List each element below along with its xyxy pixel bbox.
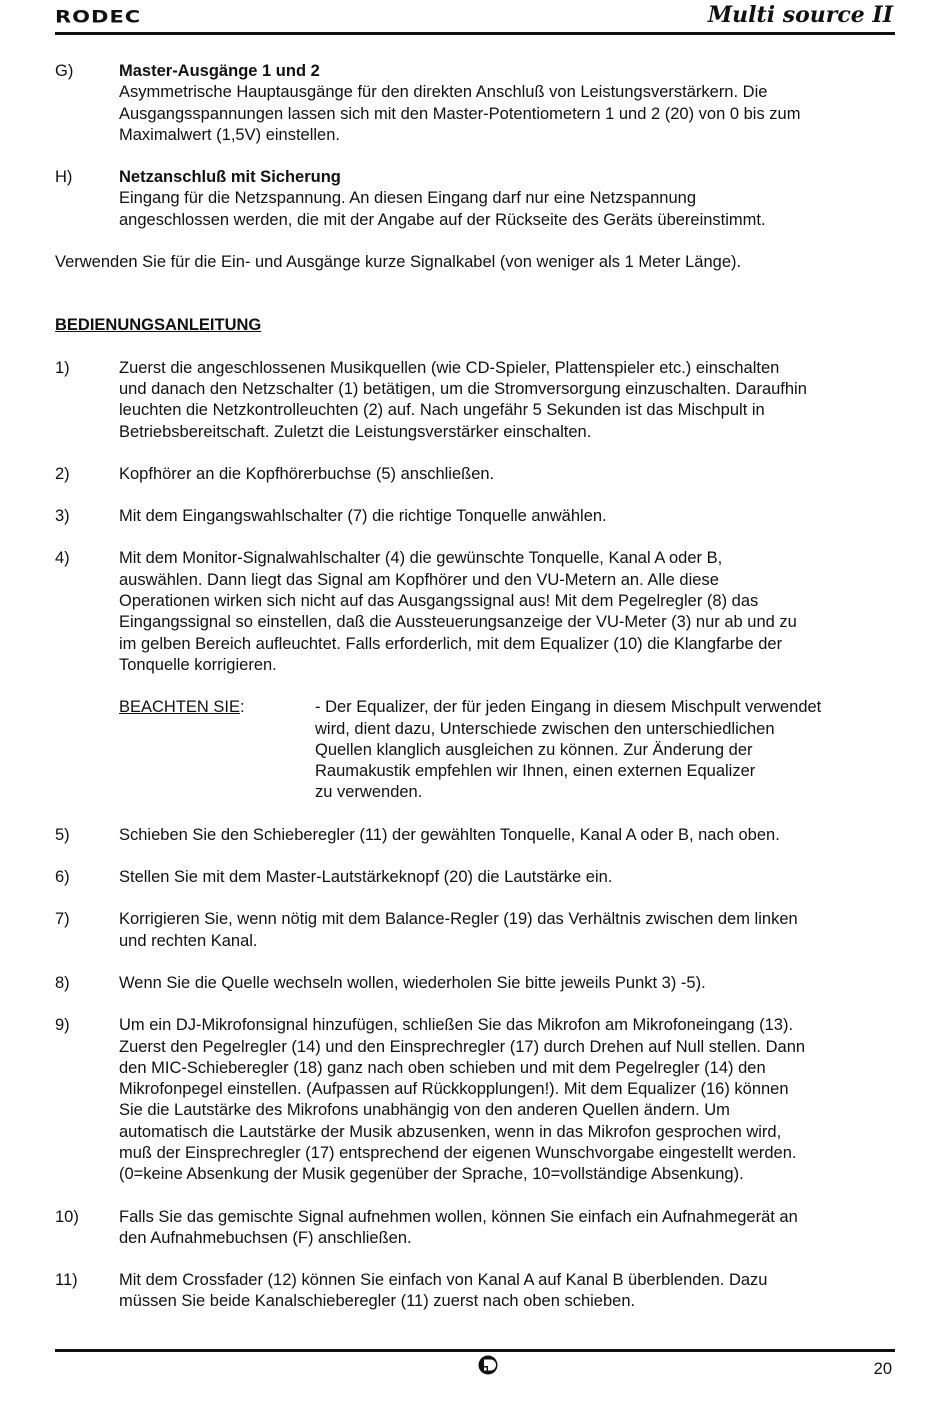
step-number: 4) [55,549,70,568]
page-content [55,61,895,1313]
text-line: auswählen. Dann liegt das Signal am Kopfhörer und den VU-Metern an. Alle diese [119,570,719,589]
model-name: Multi source II [707,2,893,28]
step-3 [55,506,895,527]
text-line: zu verwenden. [315,783,423,802]
section-heading: BEDIENUNGSANLEITUNG [55,316,262,335]
step-5 [55,825,895,846]
text-line: Asymmetrische Hauptausgänge für den direkten Anschluß von Leistungsverstärkern. Die [119,83,768,102]
text-line: automatisch die Lautstärke der Musik abzusenken, wenn in das Mikrofon gesprochen wird, [119,1122,782,1141]
text-line: Raumakustik empfehlen wir Ihnen, einen externen Equalizer [315,762,756,781]
text-line: Schieben Sie den Schieberegler (11) der gewählten Tonquelle, Kanal A oder B, nach oben. [119,825,780,844]
text-line: wird, dient dazu, Unterschiede zwischen den unterschiedlichen [315,719,775,738]
text-line: Korrigieren Sie, wenn nötig mit dem Balance-Regler (19) das Verhältnis zwischen dem linken [119,910,798,929]
brand-logo: RODEC [55,7,142,27]
text-line: Mit dem Crossfader (12) können Sie einfach von Kanal A auf Kanal B überblenden. Dazu [119,1271,768,1290]
text-line: Falls Sie das gemischte Signal aufnehmen wollen, können Sie einfach ein Aufnahmegerät an [119,1207,798,1226]
text-line: leuchten die Netzkontrolleuchten (2) auf. Nach ungefähr 5 Sekunden ist das Mischpult in [119,401,765,420]
text-line: Zuerst den Pegelregler (14) und den Einsprechregler (17) durch Drehen auf Null stellen. Dann [119,1037,806,1056]
text-line: Mit dem Monitor-Signalwahlschalter (4) die gewünschte Tonquelle, Kanal A oder B, [119,549,723,568]
page-number: 20 [873,1360,892,1378]
text-line: müssen Sie beide Kanalschieberegler (11) zuerst nach oben schieben. [119,1292,636,1311]
section-g [55,61,895,146]
text-line: Operationen wirken sich nicht auf das Ausgangssignal aus! Mit dem Pegelregler (8) das [119,592,759,611]
text-line: den MIC-Schieberegler (18) ganz nach oben schieben und mit dem Pegelregler (14) den [119,1058,766,1077]
text-line: Kopfhörer an die Kopfhörerbuchse (5) anschließen. [119,464,495,483]
step-2 [55,464,895,485]
step-number: 10) [55,1207,79,1226]
text-line: Tonquelle korrigieren. [119,655,277,674]
footer-divider [55,1349,895,1352]
text-line: Betriebsbereitschaft. Zuletzt die Leistungsverstärker einschalten. [119,422,592,441]
note-label: BEACHTEN SIE [119,698,241,717]
step-number: 5) [55,825,70,844]
step-number: 2) [55,464,70,483]
page-header [55,2,895,35]
step-number: 3) [55,507,70,526]
text-line: Eingangssignal so einstellen, daß die Aussteuerungsanzeige der VU-Meter (3) nur ab und zu [119,613,797,632]
text-line: muß der Einsprechregler (17) entsprechend der eigenen Wunschvorgabe eingestellt werden. [119,1143,797,1162]
text-line: den Aufnahmebuchsen (F) anschließen. [119,1228,412,1247]
cable-note: Verwenden Sie für die Ein- und Ausgänge kurze Signalkabel (von weniger als 1 Meter Länge). [55,253,742,272]
section-number: G) [55,62,74,80]
step-1 [55,358,895,443]
step-number: 1) [55,358,70,377]
text-line: und rechten Kanal. [119,931,258,950]
text-line: angeschlossen werden, die mit der Angabe auf der Rückseite des Geräts übereinstimmt. [119,210,766,229]
text-line: Maximalwert (1,5V) einstellen. [119,125,340,144]
step-number: 9) [55,1016,70,1035]
text-line: Zuerst die angeschlossenen Musikquellen (wie CD-Spieler, Plattenspieler etc.) einschalten [119,358,780,377]
step-11 [55,1270,895,1313]
text-line: - Der Equalizer, der für jeden Eingang in diesem Mischpult verwendet [315,698,822,717]
note-block [119,697,895,803]
step-4 [55,548,895,676]
text-line: Quellen klanglich ausgleichen zu können. Zur Änderung der [315,740,753,759]
step-6 [55,867,895,888]
text-line: Wenn Sie die Quelle wechseln wollen, wiederholen Sie bitte jeweils Punkt 3) -5). [119,973,706,992]
text-line: Mit dem Eingangswahlschalter (7) die richtige Tonquelle anwählen. [119,507,607,526]
step-number: 6) [55,868,70,887]
text-line: Mikrofonpegel einstellen. (Aufpassen auf Rückkopplungen!). Mit dem Equalizer (16) können [119,1080,789,1099]
text-line: Sie die Lautstärke des Mikrofons unabhängig von den anderen Quellen ändern. Um [119,1101,730,1120]
text-line: Ausgangsspannungen lassen sich mit den Master-Potentiometern 1 und 2 (20) von 0 bis zum [119,104,801,123]
section-number: H) [55,168,73,187]
step-8 [55,973,895,994]
step-number: 8) [55,973,70,992]
text-line: und danach den Netzschalter (1) betätigen, um die Stromversorgung einzuschalten. Daraufhin [119,379,807,398]
section-title: Master-Ausgänge 1 und 2 [119,62,320,80]
text-line: Stellen Sie mit dem Master-Lautstärkeknopf (20) die Lautstärke ein. [119,868,613,887]
step-number: 7) [55,910,70,929]
section-title: Netzanschluß mit Sicherung [119,168,341,187]
step-7 [55,909,895,952]
text-line: (0=keine Absenkung der Musik gegenüber der Sprache, 10=vollständige Absenkung). [119,1165,744,1184]
step-9 [55,1015,895,1185]
section-h [55,167,895,231]
note-colon: : [240,698,245,717]
text-line: Um ein DJ-Mikrofonsignal hinzufügen, schließen Sie das Mikrofon am Mikrofoneingang (13). [119,1016,794,1035]
step-10 [55,1207,895,1250]
text-line: im gelben Bereich aufleuchtet. Falls erforderlich, mit dem Equalizer (10) die Klangfarbe der [119,634,783,653]
step-number: 11) [55,1271,78,1290]
text-line: Eingang für die Netzspannung. An diesen Eingang darf nur eine Netzspannung [119,189,697,208]
rodec-symbol-icon [477,1354,499,1376]
